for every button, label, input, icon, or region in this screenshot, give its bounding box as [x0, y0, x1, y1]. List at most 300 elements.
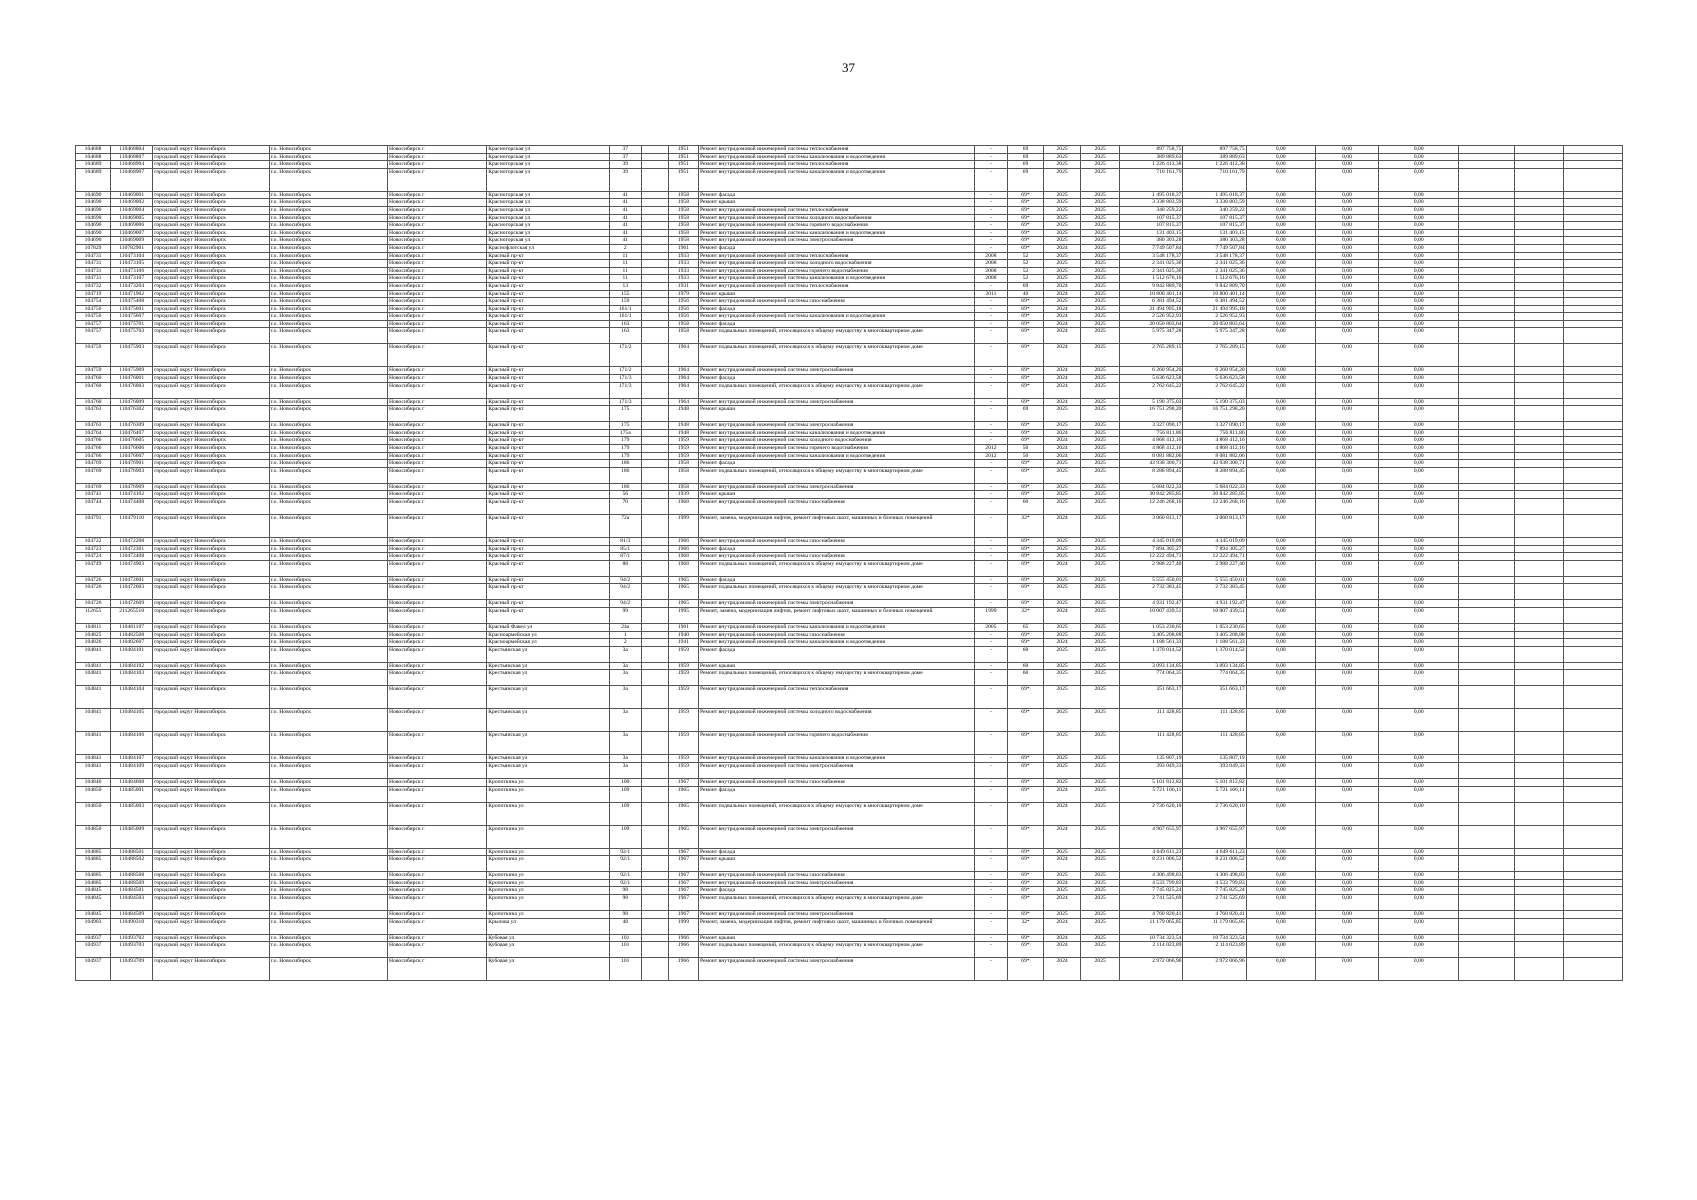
cell-locality: Новосибирск г — [387, 732, 486, 755]
cell-fund-1: 0,00 — [1246, 406, 1315, 422]
cell-house-number: 41 — [609, 229, 641, 237]
cell-building — [641, 483, 668, 491]
cell-fund-3: 0,00 — [1379, 313, 1459, 321]
cell-plan-start: 2024 — [1044, 244, 1081, 252]
table-row — [76, 422, 1623, 430]
table-row — [76, 894, 1623, 910]
cell-extra-3 — [1563, 918, 1622, 934]
cell-extra-3 — [1563, 879, 1622, 887]
cell-extra-2 — [1514, 918, 1563, 934]
cell-locality: Новосибирск г — [387, 467, 486, 483]
cell-settlement: г.о. Новосибирск — [269, 191, 387, 199]
cell-fund-3: 0,00 — [1379, 934, 1459, 942]
cell-extra-1 — [1459, 267, 1514, 275]
cell-building — [641, 670, 668, 686]
cell-municipality: городской округ Новосибирск — [153, 267, 269, 275]
cell-total-cost: 4 306 498,83 — [1183, 872, 1246, 880]
cell-house-number: 163 — [609, 320, 641, 328]
cell-municipality: городской округ Новосибирск — [153, 576, 269, 584]
table-row — [76, 639, 1623, 647]
cell-work-id: 110476607 — [111, 452, 153, 460]
cell-street: Красный пр-кт — [487, 252, 609, 260]
cell-plan-start: 2024 — [1044, 894, 1081, 910]
cell-work-id: 110473105 — [111, 260, 153, 268]
table-row — [76, 445, 1623, 453]
cell-cost: 12 246 268,16 — [1120, 499, 1183, 515]
cell-locality: Новосибирск г — [387, 298, 486, 306]
cell-last-repair-year: - — [974, 467, 1007, 483]
cell-settlement: г.о. Новосибирск — [269, 429, 387, 437]
cell-fund-1: 0,00 — [1246, 267, 1315, 275]
cell-building — [641, 755, 668, 763]
cell-wear-percent: 69 — [1007, 406, 1043, 422]
cell-house-number: 101 — [609, 934, 641, 942]
cell-house-number: 98 — [609, 887, 641, 895]
cell-work-id: 110475408 — [111, 298, 153, 306]
cell-house-id: 104841 — [76, 646, 111, 662]
cell-municipality: городской округ Новосибирск — [153, 168, 269, 191]
cell-total-cost: 3 093 134,85 — [1183, 662, 1246, 670]
cell-plan-start: 2024 — [1044, 328, 1081, 344]
cell-work-type: Ремонт внутридомовой инженерной системы канализования и водоотведения — [698, 429, 974, 437]
cell-total-cost: 5 190 375,03 — [1183, 398, 1246, 406]
cell-building — [641, 934, 668, 942]
cell-work-id: 110468804 — [111, 146, 153, 154]
cell-plan-end: 2025 — [1081, 491, 1120, 499]
cell-house-id: 104757 — [76, 320, 111, 328]
cell-wear-percent: 60 — [1007, 670, 1043, 686]
table-row — [76, 367, 1623, 375]
cell-extra-2 — [1514, 825, 1563, 848]
cell-locality: Новосибирск г — [387, 452, 486, 460]
table-row — [76, 576, 1623, 584]
cell-house-number: 11 — [609, 252, 641, 260]
cell-fund-3: 0,00 — [1379, 344, 1459, 367]
cell-municipality: городской округ Новосибирск — [153, 298, 269, 306]
cell-plan-start: 2025 — [1044, 499, 1081, 515]
cell-house-id: 104841 — [76, 732, 111, 755]
cell-building — [641, 553, 668, 561]
cell-fund-1: 0,00 — [1246, 584, 1315, 600]
cell-plan-end: 2025 — [1081, 206, 1120, 214]
cell-house-id: 104766 — [76, 452, 111, 460]
cell-last-repair-year: - — [974, 483, 1007, 491]
cell-work-id: 110475601 — [111, 305, 153, 313]
cell-year-built: 1967 — [668, 778, 698, 786]
cell-fund-2: 0,00 — [1315, 429, 1378, 437]
cell-wear-percent: 69* — [1007, 313, 1043, 321]
cell-locality: Новосибирск г — [387, 406, 486, 422]
cell-locality: Новосибирск г — [387, 639, 486, 647]
cell-house-number: 159 — [609, 298, 641, 306]
cell-total-cost: 1 512 676,16 — [1183, 275, 1246, 283]
cell-locality: Новосибирск г — [387, 560, 486, 576]
cell-year-built: 1958 — [668, 199, 698, 207]
cell-extra-3 — [1563, 206, 1622, 214]
cell-extra-2 — [1514, 146, 1563, 154]
cell-total-cost: 131 403,15 — [1183, 229, 1246, 237]
cell-extra-1 — [1459, 670, 1514, 686]
cell-locality: Новосибирск г — [387, 879, 486, 887]
cell-plan-end: 2025 — [1081, 670, 1120, 686]
cell-work-type: Ремонт внутридомовой инженерной системы канализования и водоотведения — [698, 168, 974, 191]
cell-cost: 107 815,37 — [1120, 214, 1183, 222]
cell-plan-end: 2025 — [1081, 313, 1120, 321]
cell-plan-start: 2025 — [1044, 199, 1081, 207]
cell-year-built: 1966 — [668, 958, 698, 981]
cell-wear-percent: 69* — [1007, 483, 1043, 491]
cell-fund-3: 0,00 — [1379, 639, 1459, 647]
cell-fund-3: 0,00 — [1379, 153, 1459, 161]
cell-last-repair-year: 2011 — [974, 290, 1007, 298]
cell-plan-start: 2025 — [1044, 553, 1081, 561]
cell-last-repair-year: - — [974, 934, 1007, 942]
cell-extra-1 — [1459, 491, 1514, 499]
cell-house-id: 104841 — [76, 762, 111, 778]
cell-house-id: 104690 — [76, 199, 111, 207]
cell-municipality: городской округ Новосибирск — [153, 755, 269, 763]
cell-fund-2: 0,00 — [1315, 252, 1378, 260]
cell-house-number: 2 — [609, 639, 641, 647]
cell-plan-start: 2025 — [1044, 778, 1081, 786]
table-row — [76, 305, 1623, 313]
cell-work-type: Ремонт подвальных помещений, относящихся к общему имуществу в многоквартирном доме — [698, 670, 974, 686]
cell-plan-end: 2025 — [1081, 199, 1120, 207]
cell-fund-2: 0,00 — [1315, 802, 1378, 825]
cell-house-id: 104732 — [76, 282, 111, 290]
cell-municipality: городской округ Новосибирск — [153, 887, 269, 895]
cell-fund-3: 0,00 — [1379, 206, 1459, 214]
cell-work-type: Ремонт внутридомовой инженерной системы электроснабжения — [698, 237, 974, 245]
cell-fund-3: 0,00 — [1379, 290, 1459, 298]
cell-plan-start: 2024 — [1044, 879, 1081, 887]
table-row — [76, 491, 1623, 499]
cell-building — [641, 560, 668, 576]
cell-plan-start: 2024 — [1044, 398, 1081, 406]
cell-street: Красный пр-кт — [487, 328, 609, 344]
cell-building — [641, 206, 668, 214]
cell-house-id: 104731 — [76, 267, 111, 275]
cell-fund-2: 0,00 — [1315, 367, 1378, 375]
cell-extra-1 — [1459, 237, 1514, 245]
cell-work-id: 110476606 — [111, 445, 153, 453]
cell-fund-3: 0,00 — [1379, 584, 1459, 600]
cell-wear-percent: 69* — [1007, 538, 1043, 546]
cell-wear-percent: 69* — [1007, 214, 1043, 222]
table-row — [76, 199, 1623, 207]
cell-work-type: Ремонт внутридомовой инженерной системы канализования и водоотведения — [698, 313, 974, 321]
cell-extra-2 — [1514, 958, 1563, 981]
cell-total-cost: 6 381 494,52 — [1183, 298, 1246, 306]
cell-last-repair-year: - — [974, 778, 1007, 786]
cell-extra-1 — [1459, 887, 1514, 895]
cell-fund-2: 0,00 — [1315, 670, 1378, 686]
cell-total-cost: 340 259,22 — [1183, 206, 1246, 214]
cell-settlement: г.о. Новосибирск — [269, 298, 387, 306]
cell-settlement: г.о. Новосибирск — [269, 576, 387, 584]
cell-wear-percent: 50 — [1007, 452, 1043, 460]
cell-settlement: г.о. Новосибирск — [269, 732, 387, 755]
cell-extra-3 — [1563, 437, 1622, 445]
cell-building — [641, 887, 668, 895]
cell-work-type: Ремонт фасада — [698, 848, 974, 856]
cell-year-built: 1933 — [668, 252, 698, 260]
cell-extra-3 — [1563, 802, 1622, 825]
table-row — [76, 452, 1623, 460]
cell-house-number: 179 — [609, 445, 641, 453]
cell-extra-1 — [1459, 958, 1514, 981]
cell-last-repair-year: - — [974, 328, 1007, 344]
cell-extra-1 — [1459, 786, 1514, 802]
cell-fund-1: 0,00 — [1246, 631, 1315, 639]
cell-plan-end: 2025 — [1081, 879, 1120, 887]
cell-locality: Новосибирск г — [387, 778, 486, 786]
cell-fund-3: 0,00 — [1379, 686, 1459, 709]
cell-fund-1: 0,00 — [1246, 206, 1315, 214]
cell-wear-percent: 52 — [1007, 252, 1043, 260]
cell-plan-start: 2024 — [1044, 918, 1081, 934]
cell-cost: 2 988 227,40 — [1120, 560, 1183, 576]
cell-extra-1 — [1459, 778, 1514, 786]
cell-extra-3 — [1563, 910, 1622, 918]
table-row — [76, 732, 1623, 755]
cell-work-id: 110469006 — [111, 222, 153, 230]
cell-last-repair-year: - — [974, 802, 1007, 825]
cell-municipality: городской округ Новосибирск — [153, 545, 269, 553]
cell-house-id: 104760 — [76, 382, 111, 398]
cell-cost: 2 114 023,89 — [1120, 942, 1183, 958]
cell-last-repair-year: - — [974, 910, 1007, 918]
cell-fund-3: 0,00 — [1379, 467, 1459, 483]
cell-work-type: Ремонт, замена, модернизация лифтов, ремонт лифтовых шахт, машинных и блочных помещений — [698, 515, 974, 538]
cell-fund-2: 0,00 — [1315, 778, 1378, 786]
cell-extra-1 — [1459, 848, 1514, 856]
cell-total-cost: 389 889,63 — [1183, 153, 1246, 161]
cell-last-repair-year: - — [974, 406, 1007, 422]
cell-locality: Новосибирск г — [387, 538, 486, 546]
cell-street: Кропоткина ул — [487, 887, 609, 895]
cell-municipality: городской округ Новосибирск — [153, 958, 269, 981]
cell-extra-3 — [1563, 382, 1622, 398]
cell-fund-1: 0,00 — [1246, 686, 1315, 709]
cell-extra-3 — [1563, 452, 1622, 460]
cell-house-id: 104722 — [76, 538, 111, 546]
cell-fund-2: 0,00 — [1315, 191, 1378, 199]
cell-fund-2: 0,00 — [1315, 515, 1378, 538]
cell-year-built: 1959 — [668, 646, 698, 662]
cell-cost: 10 007 439,51 — [1120, 607, 1183, 623]
cell-fund-1: 0,00 — [1246, 491, 1315, 499]
table-row — [76, 290, 1623, 298]
cell-wear-percent: 69* — [1007, 320, 1043, 328]
cell-wear-percent: 69* — [1007, 298, 1043, 306]
cell-extra-2 — [1514, 460, 1563, 468]
cell-extra-3 — [1563, 670, 1622, 686]
cell-work-type: Ремонт внутридомовой инженерной системы горячего водоснабжения — [698, 222, 974, 230]
cell-year-built: 1964 — [668, 375, 698, 383]
cell-municipality: городской округ Новосибирск — [153, 344, 269, 367]
cell-fund-2: 0,00 — [1315, 639, 1378, 647]
cell-fund-2: 0,00 — [1315, 344, 1378, 367]
cell-building — [641, 607, 668, 623]
cell-building — [641, 146, 668, 154]
cell-extra-1 — [1459, 686, 1514, 709]
cell-fund-3: 0,00 — [1379, 538, 1459, 546]
cell-extra-1 — [1459, 275, 1514, 283]
cell-settlement: г.о. Новосибирск — [269, 491, 387, 499]
cell-work-id: 110473107 — [111, 275, 153, 283]
cell-fund-3: 0,00 — [1379, 894, 1459, 910]
cell-extra-1 — [1459, 709, 1514, 732]
cell-work-id: 110782901 — [111, 244, 153, 252]
cell-plan-start: 2025 — [1044, 600, 1081, 608]
cell-work-id: 110479110 — [111, 515, 153, 538]
cell-work-id: 110475607 — [111, 313, 153, 321]
cell-house-id: 104756 — [76, 313, 111, 321]
cell-locality: Новосибирск г — [387, 191, 486, 199]
cell-settlement: г.о. Новосибирск — [269, 367, 387, 375]
cell-house-id: 104850 — [76, 786, 111, 802]
cell-extra-2 — [1514, 600, 1563, 608]
cell-fund-3: 0,00 — [1379, 560, 1459, 576]
cell-extra-2 — [1514, 607, 1563, 623]
cell-municipality: городской округ Новосибирск — [153, 538, 269, 546]
cell-municipality: городской округ Новосибирск — [153, 452, 269, 460]
cell-street: Красный Факел ул — [487, 623, 609, 631]
cell-work-id: 110484509 — [111, 910, 153, 918]
cell-house-number: 155 — [609, 290, 641, 298]
cell-fund-2: 0,00 — [1315, 406, 1378, 422]
cell-year-built: 1961 — [668, 244, 698, 252]
cell-wear-percent: 69* — [1007, 872, 1043, 880]
cell-work-id: 110484105 — [111, 709, 153, 732]
cell-plan-start: 2024 — [1044, 445, 1081, 453]
cell-house-number: 3а — [609, 755, 641, 763]
cell-total-cost: 897 758,75 — [1183, 146, 1246, 154]
cell-extra-3 — [1563, 934, 1622, 942]
cell-house-id: 104726 — [76, 576, 111, 584]
cell-fund-3: 0,00 — [1379, 762, 1459, 778]
cell-year-built: 1959 — [668, 709, 698, 732]
cell-house-id: 104811 — [76, 623, 111, 631]
cell-plan-start: 2025 — [1044, 229, 1081, 237]
cell-locality: Новосибирск г — [387, 958, 486, 981]
cell-total-cost: 3 060 813,17 — [1183, 515, 1246, 538]
cell-work-type: Ремонт фасада — [698, 887, 974, 895]
cell-street: Красногорская ул — [487, 222, 609, 230]
cell-fund-1: 0,00 — [1246, 910, 1315, 918]
cell-locality: Новосибирск г — [387, 576, 486, 584]
cell-settlement: г.о. Новосибирск — [269, 631, 387, 639]
cell-street: Красноармейская ул — [487, 631, 609, 639]
cell-street: Кропоткина ул — [487, 856, 609, 872]
cell-cost: 3 060 813,17 — [1120, 515, 1183, 538]
cell-plan-end: 2025 — [1081, 802, 1120, 825]
cell-cost: 8 231 006,52 — [1120, 856, 1183, 872]
cell-building — [641, 290, 668, 298]
cell-work-type: Ремонт внутридомовой инженерной системы газоснабжения — [698, 538, 974, 546]
cell-fund-2: 0,00 — [1315, 560, 1378, 576]
cell-year-built: 1951 — [668, 161, 698, 169]
cell-plan-start: 2024 — [1044, 942, 1081, 958]
cell-total-cost: 3 338 803,59 — [1183, 199, 1246, 207]
cell-year-built: 1956 — [668, 298, 698, 306]
cell-locality: Новосибирск г — [387, 460, 486, 468]
cell-work-id: 110484101 — [111, 646, 153, 662]
cell-extra-3 — [1563, 856, 1622, 872]
cell-total-cost: 8 231 006,52 — [1183, 856, 1246, 872]
cell-plan-start: 2025 — [1044, 252, 1081, 260]
cell-fund-2: 0,00 — [1315, 298, 1378, 306]
cell-fund-3: 0,00 — [1379, 887, 1459, 895]
cell-municipality: городской округ Новосибирск — [153, 222, 269, 230]
cell-cost: 393 049,33 — [1120, 762, 1183, 778]
cell-work-type: Ремонт внутридомовой инженерной системы канализования и водоотведения — [698, 229, 974, 237]
cell-building — [641, 168, 668, 191]
cell-house-number: 98 — [609, 910, 641, 918]
cell-total-cost: 1 226 412,38 — [1183, 161, 1246, 169]
cell-extra-2 — [1514, 623, 1563, 631]
cell-plan-end: 2025 — [1081, 460, 1120, 468]
cell-work-id: 110485009 — [111, 825, 153, 848]
cell-work-id: 110468907 — [111, 168, 153, 191]
cell-municipality: городской округ Новосибирск — [153, 445, 269, 453]
cell-plan-start: 2025 — [1044, 491, 1081, 499]
cell-building — [641, 910, 668, 918]
cell-locality: Новосибирск г — [387, 305, 486, 313]
cell-house-number: 92/1 — [609, 879, 641, 887]
cell-plan-end: 2025 — [1081, 237, 1120, 245]
cell-total-cost: 111 428,85 — [1183, 709, 1246, 732]
cell-wear-percent: 69* — [1007, 560, 1043, 576]
cell-extra-2 — [1514, 206, 1563, 214]
cell-fund-1: 0,00 — [1246, 670, 1315, 686]
cell-municipality: городской округ Новосибирск — [153, 375, 269, 383]
cell-house-id: 104766 — [76, 445, 111, 453]
cell-house-number: 186 — [609, 460, 641, 468]
cell-last-repair-year: - — [974, 879, 1007, 887]
cell-municipality: городской округ Новосибирск — [153, 406, 269, 422]
cell-cost: 4 306 498,83 — [1120, 872, 1183, 880]
cell-fund-2: 0,00 — [1315, 305, 1378, 313]
cell-building — [641, 422, 668, 430]
cell-wear-percent: 69* — [1007, 639, 1043, 647]
cell-extra-3 — [1563, 576, 1622, 584]
cell-street: Красногорская ул — [487, 199, 609, 207]
cell-house-number: 175а — [609, 429, 641, 437]
cell-municipality: городской округ Новосибирск — [153, 848, 269, 856]
cell-wear-percent: 60 — [1007, 499, 1043, 515]
cell-extra-2 — [1514, 848, 1563, 856]
cell-fund-3: 0,00 — [1379, 545, 1459, 553]
cell-house-number: 175 — [609, 422, 641, 430]
cell-extra-1 — [1459, 662, 1514, 670]
cell-locality: Новосибирск г — [387, 328, 486, 344]
table-row — [76, 631, 1623, 639]
cell-street: Крестьянская ул — [487, 762, 609, 778]
cell-locality: Новосибирск г — [387, 214, 486, 222]
cell-extra-3 — [1563, 191, 1622, 199]
cell-street: Красный пр-кт — [487, 600, 609, 608]
cell-cost: 7 894 305,27 — [1120, 545, 1183, 553]
cell-fund-2: 0,00 — [1315, 214, 1378, 222]
cell-extra-1 — [1459, 576, 1514, 584]
cell-house-id: 104763 — [76, 422, 111, 430]
cell-fund-2: 0,00 — [1315, 646, 1378, 662]
cell-extra-1 — [1459, 298, 1514, 306]
cell-municipality: городской округ Новосибирск — [153, 778, 269, 786]
cell-cost: 10 734 323,54 — [1120, 934, 1183, 942]
